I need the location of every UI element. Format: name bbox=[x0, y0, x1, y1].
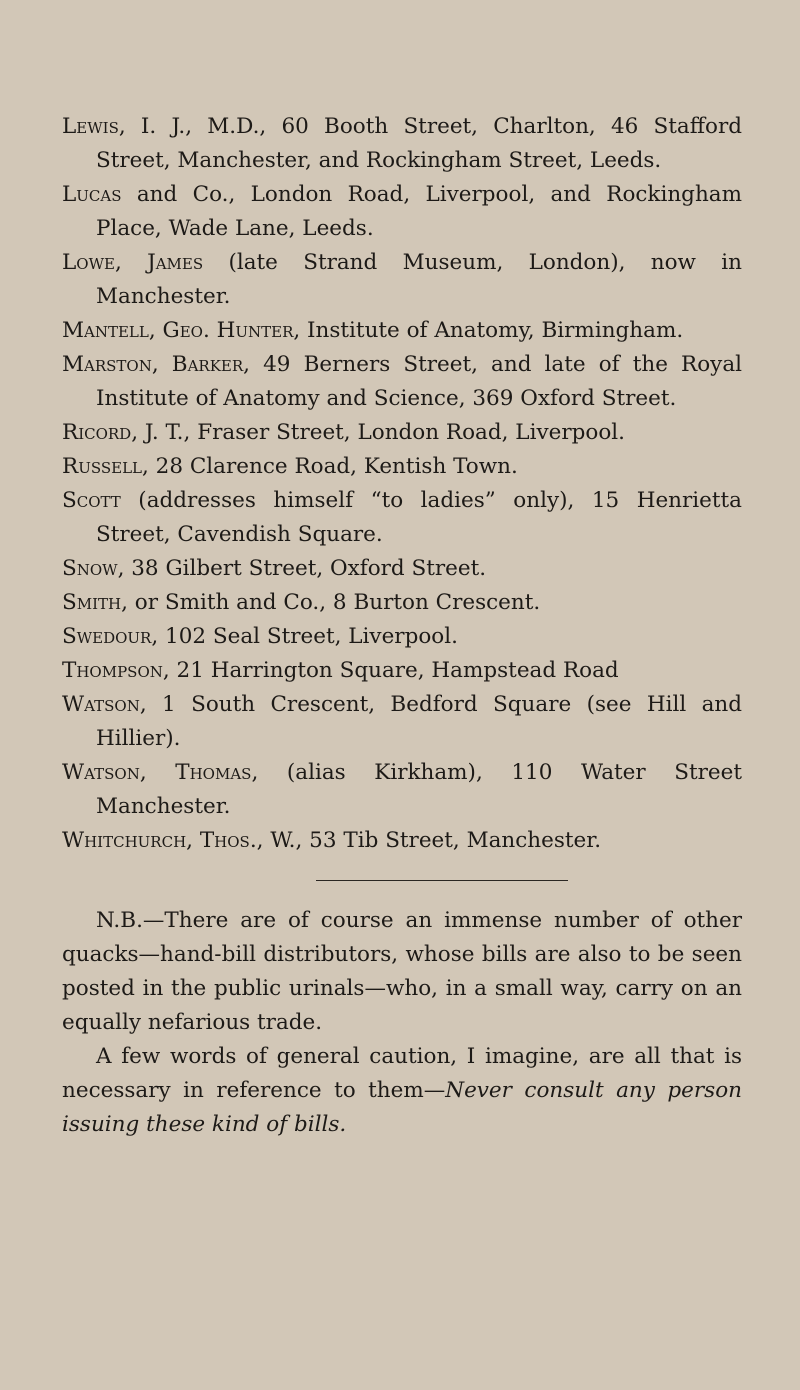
list-item bbox=[62, 620, 742, 654]
entry-name: Thompson bbox=[62, 658, 163, 683]
entry-name: Smith bbox=[62, 590, 122, 615]
note-paragraph-caution bbox=[62, 1040, 742, 1142]
entry-name: Lucas bbox=[62, 182, 122, 207]
list-item bbox=[62, 348, 742, 416]
caution-note bbox=[62, 900, 742, 1142]
entry-address: , 21 Harrington Square, Hampstead Road bbox=[162, 658, 619, 683]
entry-address: , or Smith and Co., 8 Burton Crescent. bbox=[121, 590, 541, 615]
entry-address: (late Strand Museum, London), now in Manchester. bbox=[96, 250, 742, 309]
caution-italic-text: Never consult any person issuing these kind of bills. bbox=[62, 1078, 742, 1137]
entry-name: Scott bbox=[62, 488, 121, 513]
entry-name: Russell bbox=[62, 454, 142, 479]
list-item bbox=[62, 654, 742, 688]
entry-name: Swedour bbox=[62, 624, 152, 649]
list-item bbox=[62, 756, 742, 824]
list-item bbox=[62, 416, 742, 450]
entry-address: , 1 South Crescent, Bedford Square (see Hill and Hillier). bbox=[96, 692, 742, 751]
entry-name: Mantell, Geo. Hunter bbox=[62, 318, 294, 343]
entry-name: Marston, Barker bbox=[62, 352, 244, 377]
list-item bbox=[62, 110, 742, 178]
entry-name: Ricord bbox=[62, 420, 132, 445]
entry-name: Lowe, James bbox=[62, 250, 204, 275]
entry-name: Snow bbox=[62, 556, 118, 581]
entry-address: , 28 Clarence Road, Kentish Town. bbox=[142, 454, 518, 479]
list-item bbox=[62, 484, 742, 552]
caution-text: A few words of general caution, I imagine, are all that is necessary in reference to them— bbox=[62, 1044, 742, 1103]
list-item bbox=[62, 246, 742, 314]
entry-address: , 49 Berners Street, and late of the Royal Institute of Anatomy and Science, 369 Oxford Street. bbox=[96, 352, 743, 411]
entry-name: Whitchurch, Thos. bbox=[62, 828, 257, 853]
list-item bbox=[62, 552, 742, 586]
entry-name: Watson bbox=[62, 692, 140, 717]
entry-address: and Co., London Road, Liverpool, and Rockingham Place, Wade Lane, Leeds. bbox=[96, 182, 742, 241]
entry-address: , (alias Kirkham), 110 Water Street Manchester. bbox=[96, 760, 743, 819]
entry-name: Lewis bbox=[62, 114, 119, 139]
list-item bbox=[62, 586, 742, 620]
entry-name: Watson, Thomas bbox=[62, 760, 252, 785]
entry-address: (addresses himself “to ladies” only), 15 Henrietta Street, Cavendish Square. bbox=[96, 488, 742, 547]
list-item bbox=[62, 178, 742, 246]
section-divider bbox=[316, 880, 568, 881]
entry-address: , 102 Seal Street, Liverpool. bbox=[151, 624, 458, 649]
entry-address: , W., 53 Tib Street, Manchester. bbox=[256, 828, 602, 853]
list-item bbox=[62, 314, 742, 348]
entry-address: , Institute of Anatomy, Birmingham. bbox=[293, 318, 684, 343]
list-item bbox=[62, 688, 742, 756]
entry-address: , I. J., M.D., 60 Booth Street, Charlton, 46 Stafford Street, Manchester, and Rockingham Street, Leeds. bbox=[96, 114, 742, 173]
list-item bbox=[62, 824, 742, 858]
entry-address: , 38 Gilbert Street, Oxford Street. bbox=[117, 556, 487, 581]
entry-address: , J. T., Fraser Street, London Road, Liverpool. bbox=[131, 420, 625, 445]
quack-list bbox=[62, 110, 742, 858]
list-item bbox=[62, 450, 742, 484]
note-paragraph-nb: N.B.—There are of course an immense number of other quacks—hand-bill distributors, whose bills are also to be seen posted in the public urinals—who, in a small way, carry on an equally nefarious trade. bbox=[62, 908, 742, 1035]
